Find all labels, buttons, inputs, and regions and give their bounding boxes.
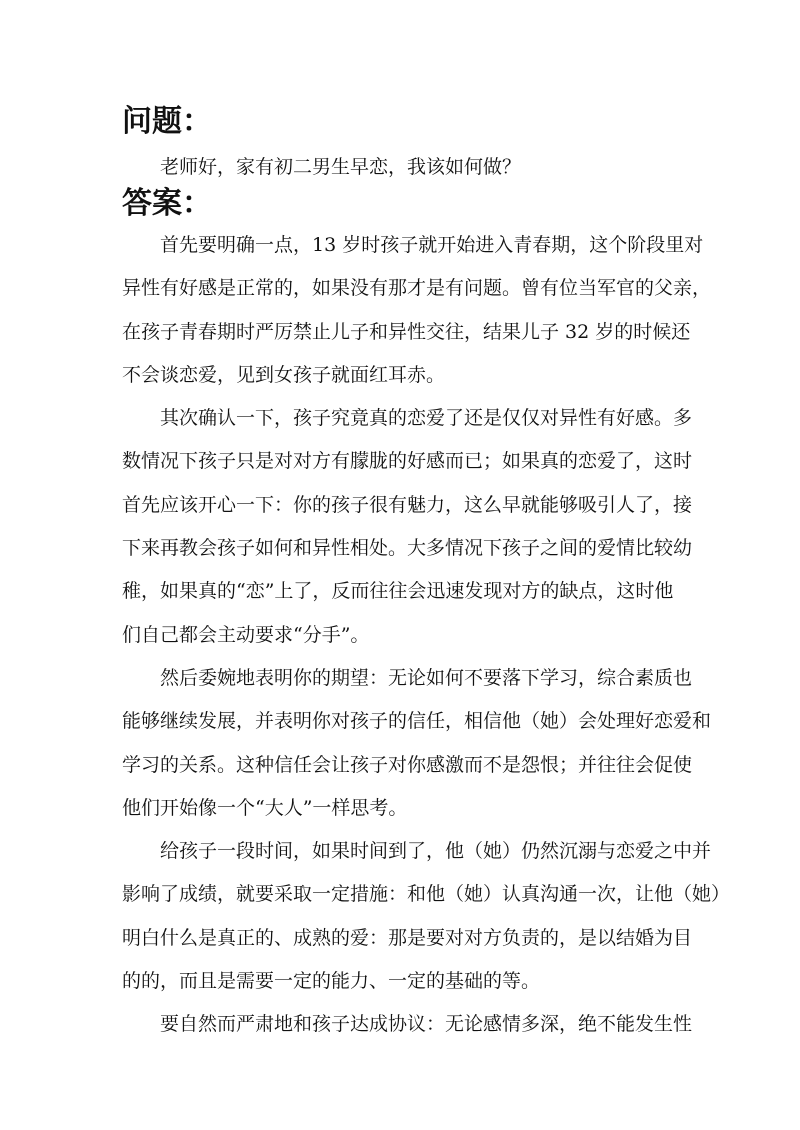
answer-body (122, 224, 731, 1047)
answer-line: 他们开始像一个“大人”一样思考。 (122, 796, 408, 819)
answer-line: 能够继续发展，并表明你对孩子的信任，相信他（她）会处理好恋爱和 (122, 710, 712, 733)
answer-line: 要自然而严肃地和孩子达成协议：无论感情多深，绝不能发生性 (160, 1013, 693, 1036)
answer-line: 明白什么是真正的、成熟的爱：那是要对对方负责的，是以结婚为目 (122, 926, 693, 949)
question-heading: 问题： (122, 104, 212, 139)
answer-line: 数情况下孩子只是对对方有朦胧的好感而已；如果真的恋爱了，这时 (122, 450, 693, 473)
answer-line: 首先应该开心一下：你的孩子很有魅力，这么早就能够吸引人了，接 (122, 493, 693, 516)
answer-heading: 答案： (122, 186, 212, 221)
answer-line: 稚，如果真的“恋”上了，反而往往会迅速发现对方的缺点，这时他 (122, 580, 674, 603)
answer-line: 然后委婉地表明你的期望：无论如何不要落下学习，综合素质也 (160, 666, 693, 689)
answer-line: 影响了成绩，就要采取一定措施：和他（她）认真沟通一次，让他（她） (122, 883, 731, 906)
answer-line: 的的，而且是需要一定的能力、一定的基础的等。 (122, 970, 541, 993)
answer-line: 异性有好感是正常的，如果没有那才是有问题。曾有位当军官的父亲， (122, 277, 712, 300)
answer-paragraph-2 (122, 397, 693, 657)
answer-paragraph-3 (122, 657, 712, 830)
answer-paragraph-4 (122, 830, 731, 1003)
answer-line: 首先要明确一点，13 岁时孩子就开始进入青春期，这个阶段里对 (160, 234, 704, 256)
answer-line: 下来再教会孩子如何和异性相处。大多情况下孩子之间的爱情比较幼 (122, 537, 693, 560)
answer-line: 在孩子青春期时严厉禁止儿子和异性交往，结果儿子 32 岁的时候还 (122, 320, 691, 343)
answer-line: 学习的关系。这种信任会让孩子对你感激而不是怨恨；并往往会促使 (122, 753, 693, 776)
answer-line: 其次确认一下，孩子究竟真的恋爱了还是仅仅对异性有好感。多 (160, 407, 693, 430)
answer-paragraph-5 (122, 1003, 693, 1046)
answer-line: 们自己都会主动要求“分手”。 (122, 623, 370, 646)
answer-line: 给孩子一段时间，如果时间到了，他（她）仍然沉溺与恋爱之中并 (160, 840, 712, 863)
answer-line: 不会谈恋爱，见到女孩子就面红耳赤。 (122, 363, 446, 386)
answer-paragraph-1 (122, 224, 712, 397)
question-text: 老师好，家有初二男生早恋，我该如何做？ (160, 156, 522, 178)
